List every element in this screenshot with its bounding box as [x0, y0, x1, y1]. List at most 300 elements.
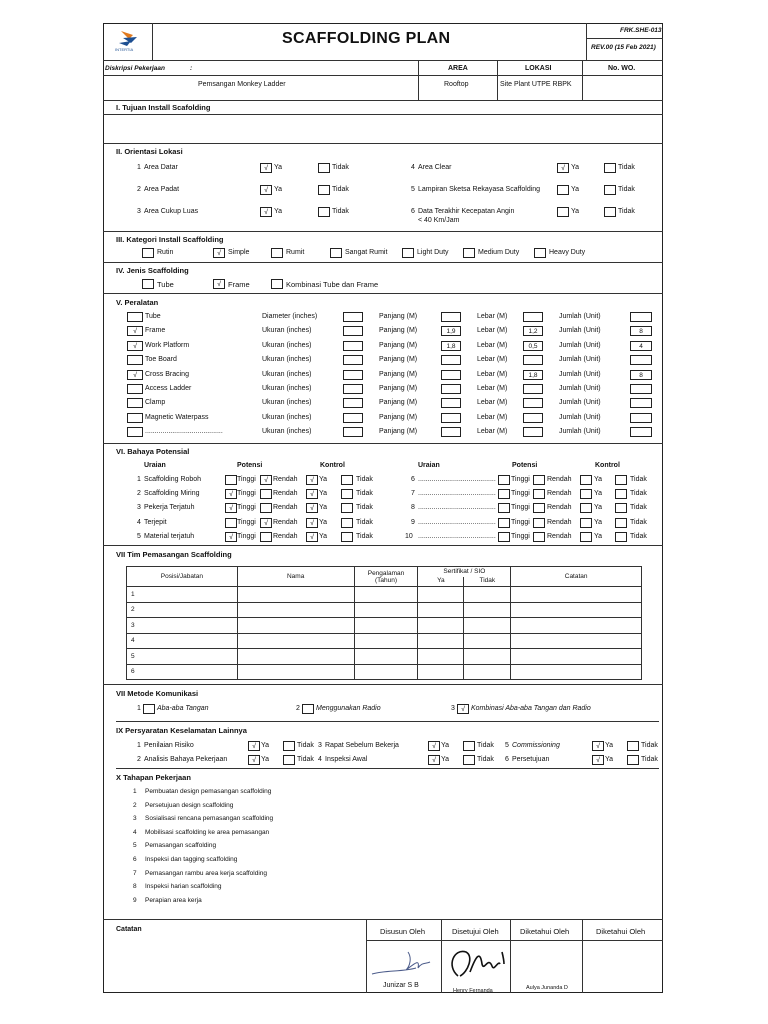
orientasi-label: Data Terakhir Kecepatan Angin	[418, 208, 515, 215]
tim-table	[126, 566, 642, 680]
ya-label: Ya	[594, 518, 603, 526]
divider	[586, 38, 663, 39]
orientasi-number: 4	[411, 164, 415, 171]
persyaratan-ya-checkbox[interactable]: √	[248, 755, 260, 765]
bahaya-tidak-checkbox[interactable]	[341, 489, 353, 499]
spec-input[interactable]	[343, 370, 363, 380]
bahaya-tidak-checkbox[interactable]	[341, 532, 353, 542]
tim-cell[interactable]	[354, 602, 418, 618]
orientasi-number: 1	[137, 164, 141, 171]
tinggi-label: Tinggi	[237, 490, 256, 498]
bahaya-header-kontrol: Kontrol	[320, 462, 345, 469]
bahaya-tidak-checkbox[interactable]	[341, 475, 353, 485]
ya-label: Ya	[605, 756, 614, 763]
divider	[103, 100, 663, 101]
signature-disusun	[368, 944, 438, 980]
divider	[103, 60, 663, 61]
kategori-checkbox[interactable]	[534, 248, 546, 258]
bahaya-label: ........................................	[418, 518, 496, 526]
jumlah-label: Jumlah (Unit)	[559, 385, 601, 392]
tinggi-label: Tinggi	[237, 504, 256, 512]
tim-row-number: 2	[127, 602, 238, 618]
ya-label: Ya	[274, 186, 283, 193]
divider	[103, 143, 663, 144]
section-peralatan: V. Peralatan	[116, 298, 159, 307]
tim-row-number: 4	[127, 633, 238, 649]
jenis-checkbox[interactable]	[271, 279, 283, 289]
persyaratan-number: 6	[505, 756, 509, 763]
tahapan-item: Inspeksi harian scaffolding	[145, 883, 222, 891]
panjang-input[interactable]	[441, 384, 461, 394]
peralatan-checkbox[interactable]	[127, 355, 143, 365]
lokasi-value: Site Plant UTPE RBPK	[500, 81, 572, 88]
persyaratan-tidak-checkbox[interactable]	[463, 755, 475, 765]
tinggi-label: Tinggi	[237, 518, 256, 526]
tim-cell[interactable]	[464, 649, 511, 665]
lebar-label: Lebar (M)	[477, 356, 508, 364]
bahaya-label: Scaffolding Miring	[144, 490, 200, 498]
divider	[366, 919, 367, 993]
tim-cell[interactable]	[354, 618, 418, 634]
tim-cell[interactable]	[464, 633, 511, 649]
divider	[152, 23, 153, 60]
bahaya-number: 10	[405, 532, 413, 540]
tidak-label: Tidak	[477, 742, 494, 749]
divider	[497, 60, 498, 100]
ya-label: Ya	[594, 532, 603, 540]
komunikasi-checkbox[interactable]	[143, 704, 155, 714]
bahaya-tidak-checkbox[interactable]	[615, 503, 627, 513]
jumlah-input[interactable]	[630, 384, 652, 394]
tim-cell[interactable]	[464, 587, 511, 603]
footer-name-3: Aulya Junanda D	[526, 985, 568, 991]
kategori-checkbox[interactable]	[463, 248, 475, 258]
orientasi-label: Area Clear	[418, 164, 452, 171]
jumlah-input[interactable]: 4	[630, 341, 652, 351]
tim-cell[interactable]	[511, 602, 642, 618]
divider	[103, 75, 663, 76]
bahaya-rendah-checkbox[interactable]	[260, 489, 272, 499]
bahaya-label: ........................................	[418, 504, 496, 512]
tim-cell[interactable]	[464, 664, 511, 680]
orientasi-number: 3	[137, 208, 141, 215]
tim-row-number: 6	[127, 664, 238, 680]
jumlah-input[interactable]	[630, 427, 652, 437]
persyaratan-label: Penilaian Risiko	[144, 742, 194, 749]
jumlah-input[interactable]	[630, 398, 652, 408]
divider	[103, 919, 663, 920]
peralatan-name: Clamp	[145, 399, 166, 407]
tim-cell[interactable]	[418, 664, 464, 680]
peralatan-spec: Ukuran (inches)	[262, 413, 312, 421]
tim-cell[interactable]	[511, 649, 642, 665]
bahaya-ya-checkbox[interactable]	[580, 503, 592, 513]
orientasi-tidak-checkbox[interactable]	[318, 185, 330, 195]
tidak-label: Tidak	[477, 756, 494, 763]
panjang-input[interactable]	[441, 370, 461, 380]
tim-row	[127, 618, 642, 634]
bahaya-rendah-checkbox[interactable]: √	[260, 518, 272, 528]
tim-cell[interactable]	[237, 633, 354, 649]
peralatan-name: Toe Board	[145, 356, 177, 364]
tahapan-item: Pemasangan scaffolding	[145, 842, 217, 850]
bahaya-tinggi-checkbox[interactable]: √	[225, 503, 237, 513]
jumlah-input[interactable]	[630, 413, 652, 423]
bahaya-tidak-checkbox[interactable]	[615, 475, 627, 485]
tidak-label: Tidak	[332, 186, 349, 193]
komunikasi-checkbox[interactable]: √	[457, 704, 469, 714]
ya-label: Ya	[319, 532, 328, 540]
tidak-label: Tidak	[332, 208, 349, 215]
bahaya-ya-checkbox[interactable]: √	[306, 518, 318, 528]
ya-label: Ya	[319, 518, 328, 526]
bahaya-tidak-checkbox[interactable]	[615, 518, 627, 528]
tahapan-item: Inspeksi dan tagging scaffolding	[145, 856, 238, 863]
tahapan-item: Pemasangan rambu area kerja scaffolding	[145, 869, 268, 877]
divider	[103, 293, 663, 294]
bahaya-ya-checkbox[interactable]: √	[306, 489, 318, 499]
persyaratan-ya-checkbox[interactable]: √	[592, 755, 604, 765]
section-kategori: III. Kategori Install Scaffolding	[116, 235, 224, 244]
rendah-label: Rendah	[273, 490, 298, 498]
orientasi-tidak-checkbox[interactable]	[604, 207, 616, 217]
tim-cell[interactable]	[511, 587, 642, 603]
jenis-checkbox[interactable]	[142, 279, 154, 289]
orientasi-label: Area Padat	[144, 186, 180, 193]
orientasi-tidak-checkbox[interactable]	[604, 163, 616, 173]
peralatan-checkbox[interactable]	[127, 427, 143, 437]
orientasi-tidak-checkbox[interactable]	[318, 207, 330, 217]
kategori-label: Rumit	[286, 249, 305, 256]
spec-input[interactable]	[343, 413, 363, 423]
bahaya-tinggi-checkbox[interactable]	[498, 518, 510, 528]
tinggi-label: Tinggi	[511, 504, 530, 512]
tim-cell[interactable]	[354, 649, 418, 665]
kategori-label: Medium Duty	[478, 249, 520, 256]
tim-cell[interactable]	[354, 664, 418, 680]
bahaya-rendah-checkbox[interactable]	[533, 503, 545, 513]
peralatan-name: Magnetic Waterpass	[145, 413, 209, 421]
peralatan-checkbox[interactable]	[127, 312, 143, 322]
bahaya-ya-checkbox[interactable]: √	[306, 475, 318, 485]
area-value: Rooftop	[444, 81, 469, 88]
peralatan-name: Access Ladder	[145, 385, 192, 392]
jenis-checkbox[interactable]: √	[213, 279, 225, 289]
tim-cell[interactable]	[418, 649, 464, 665]
tahapan-item: Mobilisasi scaffolding ke area pemasangan	[145, 828, 270, 836]
kategori-checkbox[interactable]	[142, 248, 154, 258]
bahaya-rendah-checkbox[interactable]	[533, 489, 545, 499]
divider	[103, 443, 663, 444]
bahaya-tinggi-checkbox[interactable]	[498, 489, 510, 499]
persyaratan-tidak-checkbox[interactable]	[463, 741, 475, 751]
bahaya-tinggi-checkbox[interactable]	[225, 475, 237, 485]
divider	[116, 768, 659, 769]
ya-label: Ya	[319, 490, 328, 498]
orientasi-ya-checkbox[interactable]: √	[260, 163, 272, 173]
lebar-input[interactable]: 1,2	[523, 326, 543, 336]
persyaratan-ya-checkbox[interactable]: √	[248, 741, 260, 751]
bahaya-ya-checkbox[interactable]: √	[306, 503, 318, 513]
bahaya-number: 4	[137, 518, 141, 526]
panjang-input[interactable]	[441, 355, 461, 365]
bahaya-tidak-checkbox[interactable]	[615, 489, 627, 499]
ya-label: Ya	[261, 756, 270, 763]
orientasi-number: 6	[411, 208, 415, 215]
section-bahaya: VI. Bahaya Potensial	[116, 447, 190, 456]
tim-cell[interactable]	[464, 602, 511, 618]
tim-cell[interactable]	[418, 587, 464, 603]
bahaya-tidak-checkbox[interactable]	[341, 503, 353, 513]
komunikasi-number: 1	[137, 705, 141, 712]
bahaya-rendah-checkbox[interactable]	[533, 475, 545, 485]
bahaya-rendah-checkbox[interactable]	[533, 532, 545, 542]
footer-diketahui-1: Diketahui Oleh	[520, 927, 570, 936]
bahaya-ya-checkbox[interactable]	[580, 489, 592, 499]
peralatan-spec: Ukuran (inches)	[262, 399, 312, 407]
persyaratan-tidak-checkbox[interactable]	[627, 741, 639, 751]
peralatan-checkbox[interactable]: √	[127, 326, 143, 336]
bahaya-tidak-checkbox[interactable]	[341, 518, 353, 528]
tim-header-catatan: Catatan	[511, 567, 642, 587]
rendah-label: Rendah	[273, 476, 298, 483]
divider	[366, 940, 663, 941]
bahaya-rendah-checkbox[interactable]	[260, 532, 272, 542]
kategori-checkbox[interactable]	[402, 248, 414, 258]
orientasi-ya-checkbox[interactable]: √	[557, 163, 569, 173]
orientasi-ya-checkbox[interactable]: √	[260, 185, 272, 195]
lebar-input[interactable]	[523, 398, 543, 408]
panjang-input[interactable]: 1,8	[441, 341, 461, 351]
rendah-label: Rendah	[273, 532, 298, 540]
spec-input[interactable]	[343, 326, 363, 336]
lebar-label: Lebar (M)	[477, 327, 508, 335]
persyaratan-tidak-checkbox[interactable]	[283, 755, 295, 765]
bahaya-header-potensi-2: Potensi	[512, 462, 538, 469]
orientasi-tidak-checkbox[interactable]	[318, 163, 330, 173]
bahaya-tinggi-checkbox[interactable]	[498, 475, 510, 485]
bahaya-rendah-checkbox[interactable]	[533, 518, 545, 528]
panjang-input[interactable]: 1,9	[441, 326, 461, 336]
area-label: AREA	[448, 65, 468, 72]
section-persyaratan: IX Persyaratan Keselamatan Lainnya	[116, 726, 247, 735]
tahapan-number: 9	[133, 896, 137, 904]
orientasi-number: 5	[411, 186, 415, 193]
bahaya-number: 6	[411, 476, 415, 483]
panjang-input[interactable]	[441, 312, 461, 322]
kategori-label: Sangat Rumit	[345, 249, 388, 256]
peralatan-checkbox[interactable]: √	[127, 341, 143, 351]
bahaya-number: 3	[137, 504, 141, 512]
section-tim: VII Tim Pemasangan Scaffolding	[116, 550, 232, 559]
orientasi-label: Lampiran Sketsa Rekayasa Scaffolding	[418, 186, 541, 193]
persyaratan-label: Analisis Bahaya Pekerjaan	[144, 756, 228, 763]
bahaya-ya-checkbox[interactable]	[580, 532, 592, 542]
tinggi-label: Tinggi	[511, 476, 530, 483]
panjang-label: Panjang (M)	[379, 385, 418, 392]
jumlah-label: Jumlah (Unit)	[559, 356, 601, 364]
tim-cell[interactable]	[464, 618, 511, 634]
tim-cell[interactable]	[511, 664, 642, 680]
section-orientasi: II. Orientasi Lokasi	[116, 147, 183, 156]
bahaya-tinggi-checkbox[interactable]	[498, 532, 510, 542]
tim-row	[127, 649, 642, 665]
divider	[510, 919, 511, 993]
tim-cell[interactable]	[237, 587, 354, 603]
persyaratan-ya-checkbox[interactable]: √	[592, 741, 604, 751]
peralatan-checkbox[interactable]: √	[127, 370, 143, 380]
bahaya-tinggi-checkbox[interactable]: √	[225, 532, 237, 542]
lebar-label: Lebar (M)	[477, 428, 508, 436]
jumlah-input[interactable]: 8	[630, 370, 652, 380]
tim-cell[interactable]	[511, 618, 642, 634]
jumlah-input[interactable]: 8	[630, 326, 652, 336]
spec-input[interactable]	[343, 384, 363, 394]
ya-label: Ya	[319, 504, 328, 512]
tim-cell[interactable]	[237, 664, 354, 680]
spec-input[interactable]	[343, 341, 363, 351]
orientasi-tidak-checkbox[interactable]	[604, 185, 616, 195]
bahaya-ya-checkbox[interactable]	[580, 518, 592, 528]
persyaratan-label: Commissioning	[512, 742, 560, 749]
persyaratan-tidak-checkbox[interactable]	[283, 741, 295, 751]
orientasi-ya-checkbox[interactable]	[557, 207, 569, 217]
rendah-label: Rendah	[273, 504, 298, 512]
rendah-label: Rendah	[273, 518, 298, 526]
logo-text: INTERTIA	[115, 47, 134, 52]
orientasi-label: Area Datar	[144, 164, 178, 171]
tidak-label: Tidak	[641, 742, 658, 749]
lebar-input[interactable]	[523, 312, 543, 322]
rendah-label: Rendah	[547, 490, 572, 498]
persyaratan-tidak-checkbox[interactable]	[627, 755, 639, 765]
jumlah-label: Jumlah (Unit)	[559, 370, 601, 378]
tahapan-item: Pembuatan design pemasangan scaffolding	[145, 788, 272, 795]
spec-input[interactable]	[343, 398, 363, 408]
bahaya-ya-checkbox[interactable]: √	[306, 532, 318, 542]
lebar-input[interactable]: 1,8	[523, 370, 543, 380]
peralatan-name: Cross Bracing	[145, 370, 189, 378]
tim-cell[interactable]	[511, 633, 642, 649]
bahaya-tidak-checkbox[interactable]	[615, 532, 627, 542]
lebar-input[interactable]	[523, 413, 543, 423]
rendah-label: Rendah	[547, 532, 572, 540]
rendah-label: Rendah	[547, 504, 572, 512]
peralatan-spec: Ukuran (inches)	[262, 385, 312, 392]
lebar-input[interactable]	[523, 355, 543, 365]
komunikasi-number: 2	[296, 705, 300, 712]
panjang-input[interactable]	[441, 398, 461, 408]
ya-label: Ya	[274, 164, 283, 171]
tim-row-number: 5	[127, 649, 238, 665]
persyaratan-label: Rapat Sebelum Bekerja	[325, 742, 399, 749]
tim-cell[interactable]	[418, 633, 464, 649]
section-komunikasi: VII Metode Komunikasi	[116, 689, 199, 698]
desc-colon: :	[190, 65, 193, 72]
divider	[441, 919, 442, 993]
tidak-label: Tidak	[356, 476, 373, 483]
kategori-checkbox[interactable]: √	[213, 248, 225, 258]
persyaratan-number: 3	[318, 742, 322, 749]
peralatan-checkbox[interactable]	[127, 398, 143, 408]
bahaya-tinggi-checkbox[interactable]	[225, 518, 237, 528]
tim-cell[interactable]	[418, 602, 464, 618]
lebar-input[interactable]: 0,5	[523, 341, 543, 351]
kategori-checkbox[interactable]	[271, 248, 283, 258]
persyaratan-ya-checkbox[interactable]: √	[428, 755, 440, 765]
tidak-label: Tidak	[332, 164, 349, 171]
lebar-label: Lebar (M)	[477, 341, 508, 349]
section-tujuan: I. Tujuan Install Scafolding	[116, 103, 211, 112]
persyaratan-ya-checkbox[interactable]: √	[428, 741, 440, 751]
orientasi-ya-checkbox[interactable]: √	[260, 207, 272, 217]
tim-cell[interactable]	[418, 618, 464, 634]
tahapan-number: 6	[133, 856, 137, 863]
peralatan-spec: Ukuran (inches)	[262, 356, 312, 364]
bahaya-ya-checkbox[interactable]	[580, 475, 592, 485]
jumlah-label: Jumlah (Unit)	[559, 341, 601, 349]
spec-input[interactable]	[343, 312, 363, 322]
jumlah-label: Jumlah (Unit)	[559, 413, 601, 421]
tahapan-number: 2	[133, 801, 137, 809]
orientasi-ya-checkbox[interactable]	[557, 185, 569, 195]
tinggi-label: Tinggi	[511, 490, 530, 498]
desc-value: Pemsangan Monkey Ladder	[198, 81, 286, 88]
tim-cell[interactable]	[237, 602, 354, 618]
jumlah-input[interactable]	[630, 355, 652, 365]
section-jenis: IV. Jenis Scaffolding	[116, 266, 189, 275]
bahaya-tinggi-checkbox[interactable]	[498, 503, 510, 513]
lebar-input[interactable]	[523, 427, 543, 437]
bahaya-tinggi-checkbox[interactable]: √	[225, 489, 237, 499]
tidak-label: Tidak	[630, 532, 647, 540]
panjang-label: Panjang (M)	[379, 356, 418, 364]
tim-cell[interactable]	[237, 618, 354, 634]
spec-input[interactable]	[343, 427, 363, 437]
lebar-input[interactable]	[523, 384, 543, 394]
tim-cell[interactable]	[237, 649, 354, 665]
tim-cell[interactable]	[354, 587, 418, 603]
peralatan-name: Work Platform	[145, 341, 190, 349]
ya-label: Ya	[605, 742, 614, 749]
bahaya-number: 5	[137, 532, 141, 540]
tim-row	[127, 633, 642, 649]
section-tahapan: X Tahapan Pekerjaan	[116, 773, 191, 782]
bahaya-number: 7	[411, 490, 415, 498]
divider	[582, 60, 583, 100]
jumlah-label: Jumlah (Unit)	[559, 428, 601, 436]
peralatan-checkbox[interactable]	[127, 384, 143, 394]
bahaya-rendah-checkbox[interactable]	[260, 503, 272, 513]
komunikasi-checkbox[interactable]	[302, 704, 314, 714]
jumlah-input[interactable]	[630, 312, 652, 322]
divider	[116, 721, 659, 722]
tidak-label: Tidak	[356, 518, 373, 526]
peralatan-spec: Ukuran (inches)	[262, 327, 312, 335]
kategori-checkbox[interactable]	[330, 248, 342, 258]
ya-label: Ya	[594, 504, 603, 512]
tim-cell[interactable]	[354, 633, 418, 649]
komunikasi-number: 3	[451, 705, 455, 712]
panjang-input[interactable]	[441, 413, 461, 423]
panjang-input[interactable]	[441, 427, 461, 437]
bahaya-rendah-checkbox[interactable]: √	[260, 475, 272, 485]
spec-input[interactable]	[343, 355, 363, 365]
bahaya-label: ........................................	[418, 490, 496, 498]
peralatan-checkbox[interactable]	[127, 413, 143, 423]
lokasi-label: LOKASI	[525, 65, 552, 72]
jumlah-label: Jumlah (Unit)	[559, 313, 601, 320]
